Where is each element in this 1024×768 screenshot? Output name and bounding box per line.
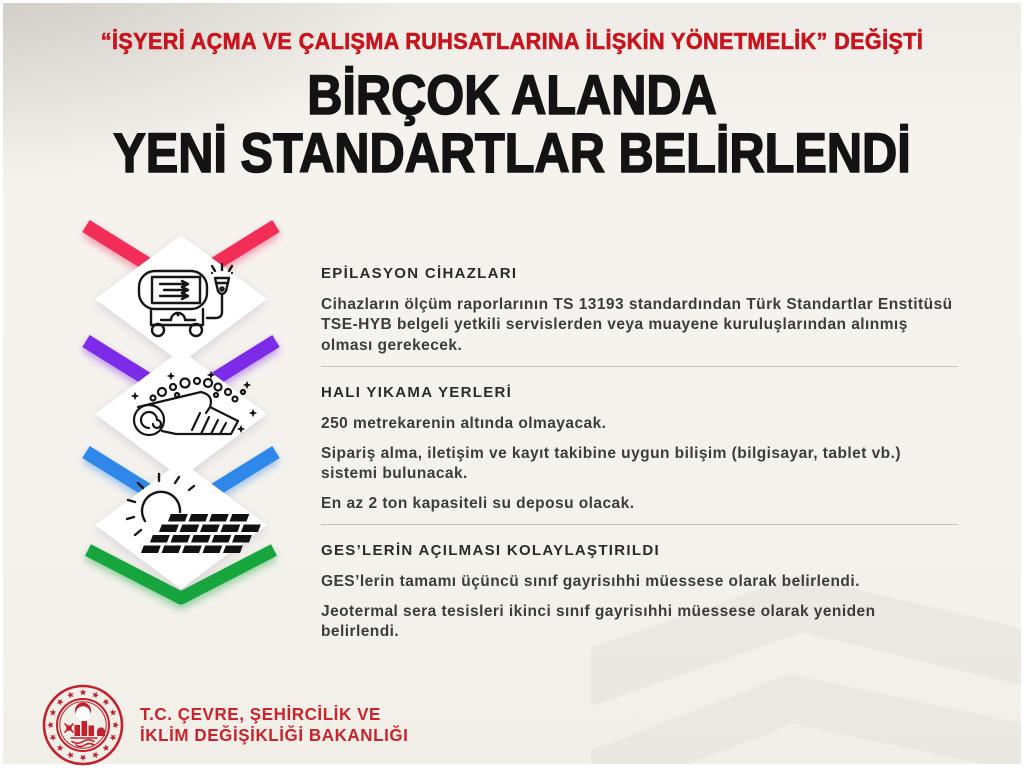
section-paragraph: Jeotermal sera tesisleri ikinci sınıf gayrisıhhi müessese olarak yeniden belirlendi.: [321, 602, 876, 641]
icon-strip: [65, 199, 295, 619]
section-paragraph: GES’lerin tamamı üçüncü sınıf gayrisıhhi müessese olarak belirlendi.: [321, 573, 860, 591]
ministry-name-line-2: İKLİM DEĞİŞİKLİĞİ BAKANLIĞI: [140, 725, 409, 746]
ministry-name-line-1: T.C. ÇEVRE, ŞEHİRCİLİK VE: [140, 704, 381, 724]
section-ges: [321, 542, 958, 642]
section-paragraph: Sipariş alma, iletişim ve kayıt takibine uygun bilişim (bilgisayar, tablet vb.) sistemi bulunacak.: [321, 444, 901, 483]
section-hali-yikama: [321, 384, 958, 514]
section-heading: GES’LERİN AÇILMASI KOLAYLAŞTIRILDI: [321, 542, 660, 560]
ministry-name: [140, 704, 408, 747]
section-divider: [321, 366, 958, 367]
section-paragraph: En az 2 ton kapasiteli su deposu olacak.: [321, 494, 635, 512]
section-heading: HALI YIKAMA YERLERİ: [321, 384, 513, 402]
section-paragraph: 250 metrekarenin altında olmayacak.: [321, 415, 607, 433]
poster-background: [3, 3, 1021, 764]
section-divider: [321, 524, 958, 525]
content-column: [321, 265, 958, 652]
ministry-emblem-icon: [41, 683, 125, 767]
page-title: [69, 63, 955, 184]
section-epilasyon: [321, 265, 958, 356]
section-heading: EPİLASYON CİHAZLARI: [321, 265, 518, 282]
section-paragraph: Cihazların ölçüm raporlarının TS 13193 standardından Türk Standartlar Enstitüsü TSE-HYB belgeli yetkili servislerden veya muayene kuruluşlarından alınmış olması gerekecek.: [321, 296, 953, 354]
page-title-line-2: YENİ STANDARTLAR BELİRLENDİ: [113, 120, 911, 184]
kicker-headline: “İŞYERİ AÇMA VE ÇALIŞMA RUHSATLARINA İLİŞKİN YÖNETMELİK” DEĞİŞTİ: [100, 28, 924, 54]
page-title-line-1: BİRÇOK ALANDA: [307, 63, 717, 126]
